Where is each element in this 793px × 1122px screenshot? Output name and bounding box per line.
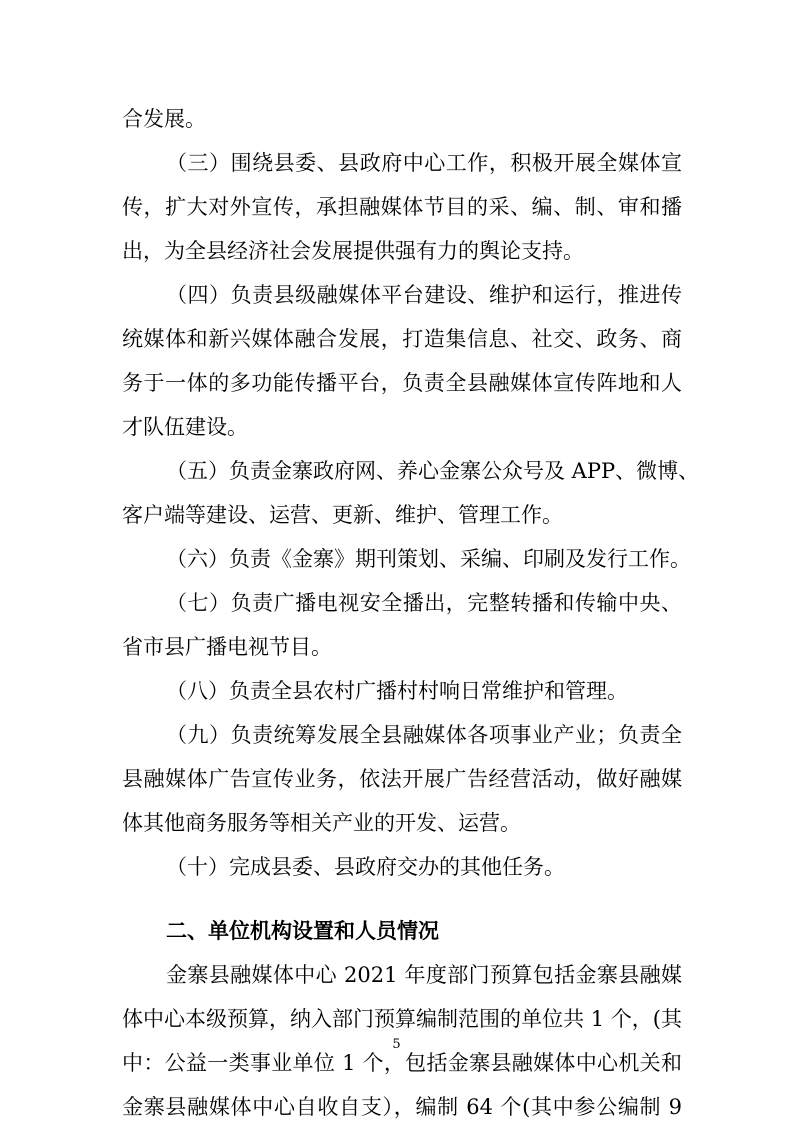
paragraph-line: （八）负责全县农村广播村村响日常维护和管理。 <box>166 679 628 703</box>
paragraph-line: 县融媒体广告宣传业务，依法开展广告经营活动，做好融媒 <box>122 767 682 791</box>
paragraph-line: （五）负责金寨政府网、养心金寨公众号及 APP、微博、 <box>166 459 700 483</box>
paragraph-line: 才队伍建设。 <box>122 415 248 439</box>
paragraph-line: 客户端等建设、运营、更新、维护、管理工作。 <box>122 503 563 527</box>
paragraph-line: 出，为全县经济社会发展提供强有力的舆论支持。 <box>122 239 584 263</box>
paragraph-line: 体其他商务服务等相关产业的开发、运营。 <box>122 811 521 835</box>
paragraph-line: 金寨县融媒体中心 2021 年度部门预算包括金寨县融媒 <box>166 963 682 987</box>
paragraph-line: 省市县广播电视节目。 <box>122 635 332 659</box>
paragraph-line: （六）负责《金寨》期刊策划、采编、印刷及发行工作。 <box>166 547 691 571</box>
paragraph-line: 合发展。 <box>122 107 206 131</box>
paragraph-line: （七）负责广播电视安全播出，完整转播和传输中央、 <box>166 591 682 615</box>
paragraph-line: 金寨县融媒体中心自收自支），编制 64 个(其中参公编制 9 <box>122 1095 682 1119</box>
paragraph-line: 务于一体的多功能传播平台，负责全县融媒体宣传阵地和人 <box>122 371 682 395</box>
paragraph-line: 体中心本级预算，纳入部门预算编制范围的单位共 1 个，(其 <box>122 1007 682 1031</box>
paragraph-line: （十）完成县委、县政府交办的其他任务。 <box>166 855 565 879</box>
paragraph-line: （三）围绕县委、县政府中心工作，积极开展全媒体宣 <box>166 151 682 175</box>
paragraph-line: 中：公益一类事业单位 1 个，包括金寨县融媒体中心机关和 <box>122 1051 682 1075</box>
page-number: 5 <box>392 1037 401 1052</box>
paragraph-line: （九）负责统筹发展全县融媒体各项事业产业；负责全 <box>166 723 682 747</box>
paragraph-line: 统媒体和新兴媒体融合发展，打造集信息、社交、政务、商 <box>122 327 682 351</box>
paragraph-line: （四）负责县级融媒体平台建设、维护和运行，推进传 <box>166 283 682 307</box>
paragraph-line: 传，扩大对外宣传，承担融媒体节目的采、编、制、审和播 <box>122 195 682 219</box>
section-heading: 二、单位机构设置和人员情况 <box>166 918 439 943</box>
